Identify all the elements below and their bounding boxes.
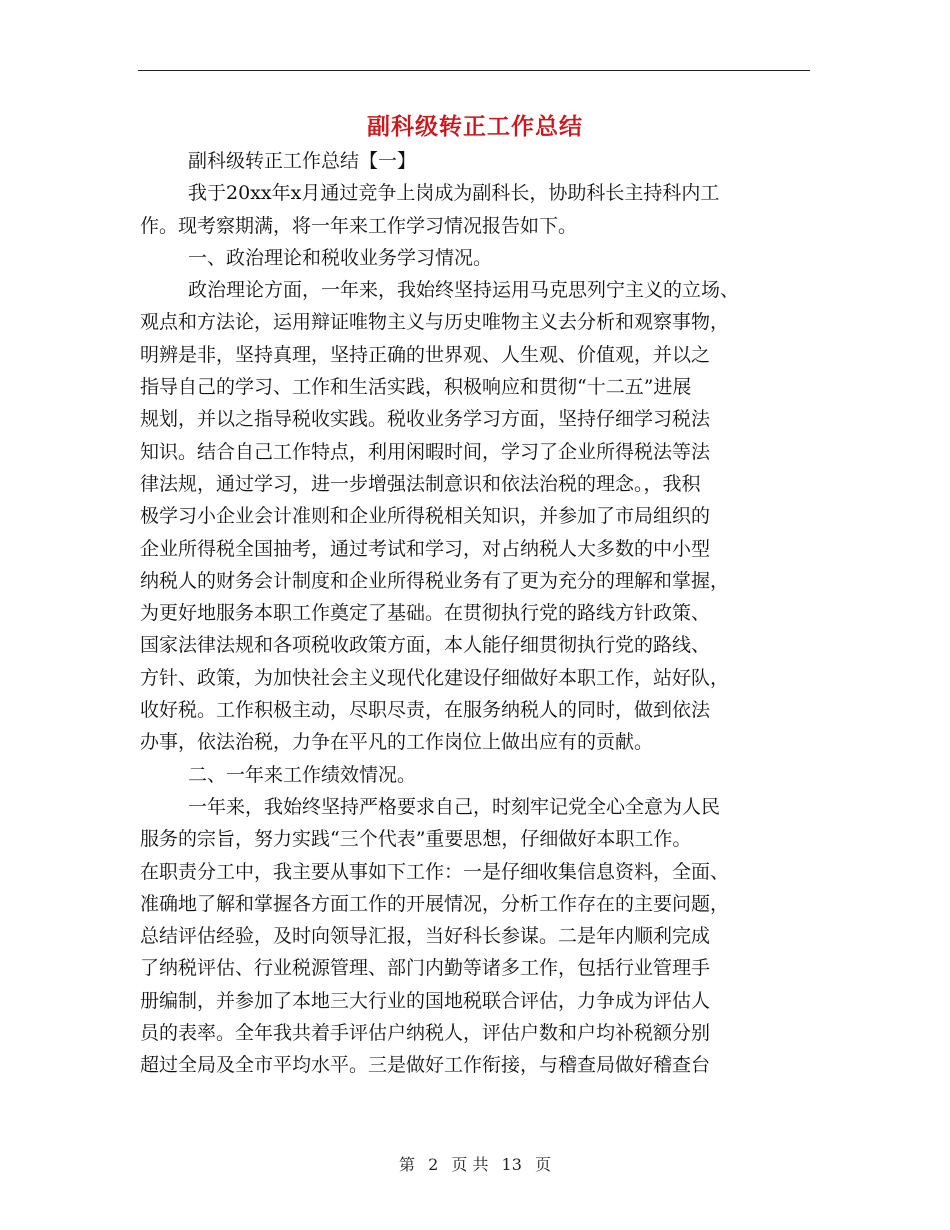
text-line: 二、一年来工作绩效情况。 [188,763,417,786]
text-line: 明辨是非，坚持真理，坚持正确的世界观、人生观、价值观，并以之 [140,343,711,366]
text-line: 服务的宗旨，努力实践“三个代表”重要思想，仔细做好本职工作。 [140,828,692,851]
footer-middle: 页 共 [451,1155,489,1174]
text-line: 超过全局及全市平均水平。三是做好工作衔接，与稽查局做好稽查台 [140,1054,711,1077]
text-line: 一年来，我始终坚持严格要求自己，时刻牢记党全心全意为人民 [188,795,721,818]
text-line: 在职责分工中，我主要从事如下工作：一是仔细收集信息资料，全面、 [140,860,730,883]
text-line: 规划，并以之指导税收实践。税收业务学习方面，坚持仔细学习税法 [140,408,711,431]
text-line: 国家法律法规和各项税收政策方面，本人能仔细贯彻执行党的路线、 [140,634,711,657]
text-line: 观点和方法论，运用辩证唯物主义与历史唯物主义去分析和观察事物， [140,311,730,334]
text-line: 总结评估经验，及时向领导汇报，当好科长参谋。二是年内顺利完成 [140,925,711,948]
text-line: 为更好地服务本职工作奠定了基础。在贯彻执行党的路线方针政策、 [140,602,711,625]
text-line: 纳税人的财务会计制度和企业所得税业务有了更为充分的理解和掌握， [140,569,730,592]
footer-total-pages: 13 [501,1155,522,1174]
text-line: 副科级转正工作总结【一】 [188,150,417,172]
text-line: 方针、政策，为加快社会主义现代化建设仔细做好本职工作，站好队， [140,666,730,689]
text-line: 作。现考察期满，将一年来工作学习情况报告如下。 [140,214,578,237]
text-line: 一、政治理论和税收业务学习情况。 [188,246,493,269]
page-footer [0,1152,950,1175]
text-line: 准确地了解和掌握各方面工作的开展情况，分析工作存在的主要问题， [140,892,730,915]
text-line: 政治理论方面，一年来，我始终坚持运用马克思列宁主义的立场、 [188,279,740,302]
document-title: 副科级转正工作总结 [367,114,583,140]
text-line: 律法规，通过学习，进一步增强法制意识和依法治税的理念。，我积 [140,472,701,495]
footer-prefix: 第 [398,1155,415,1174]
footer-page-number: 2 [428,1155,439,1174]
text-line: 我于20xx年x月通过竞争上岗成为副科长，协助科长主持科内工 [188,182,720,205]
text-line: 知识。结合自己工作特点，利用闲暇时间，学习了企业所得税法等法 [140,440,711,463]
text-line: 企业所得税全国抽考，通过考试和学习，对占纳税人大多数的中小型 [140,537,711,560]
header-rule [138,70,810,71]
text-line: 员的表率。全年我共着手评估户纳税人，评估户数和户均补税额分别 [140,1022,711,1045]
document-body [140,145,812,1082]
text-line: 册编制，并参加了本地三大行业的国地税联合评估，力争成为评估人 [140,989,711,1012]
text-line: 极学习小企业会计准则和企业所得税相关知识，并参加了市局组织的 [140,505,711,528]
text-line: 了纳税评估、行业税源管理、部门内勤等诸多工作，包括行业管理手 [140,957,711,980]
footer-suffix: 页 [535,1155,552,1174]
text-line: 指导自己的学习、工作和生活实践，积极响应和贯彻“十二五”进展 [140,376,692,399]
text-line: 收好税。工作积极主动，尽职尽责，在服务纳税人的同时，做到依法 [140,699,711,722]
text-line: 办事，依法治税，力争在平凡的工作岗位上做出应有的贡献。 [140,731,654,754]
